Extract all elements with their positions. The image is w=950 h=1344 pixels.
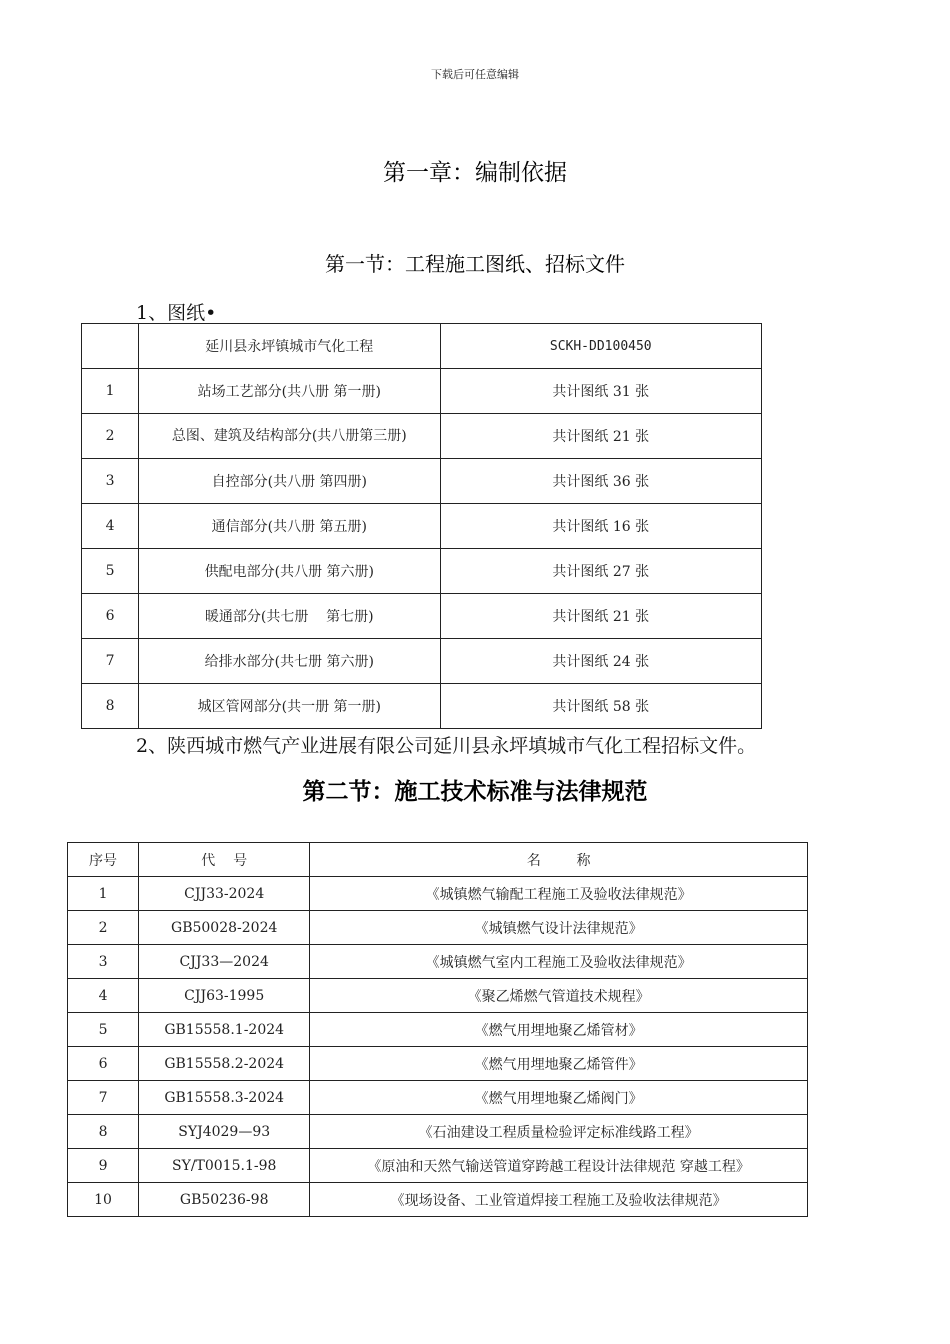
- table-cell: 9: [68, 1149, 139, 1183]
- project-name-cell: 延川县永坪镇城市气化工程: [139, 324, 440, 369]
- table-cell: 共计图纸 21 张: [440, 414, 761, 459]
- table-cell: 共计图纸 36 张: [440, 459, 761, 504]
- table-row: [68, 1115, 808, 1149]
- table-cell: GB15558.3-2024: [139, 1081, 310, 1115]
- table-cell: 《城镇燃气输配工程施工及验收法律规范》: [310, 877, 808, 911]
- table-cell: 1: [82, 369, 139, 414]
- table-cell: 《城镇燃气设计法律规范》: [310, 911, 808, 945]
- table-cell: 城区管网部分(共一册 第一册): [139, 684, 440, 729]
- table-row: [68, 1081, 808, 1115]
- column-header-serial: 序号: [68, 843, 139, 877]
- table-cell: 共计图纸 16 张: [440, 504, 761, 549]
- table-cell: 自控部分(共八册 第四册): [139, 459, 440, 504]
- table-cell: 《石油建设工程质量检验评定标准线路工程》: [310, 1115, 808, 1149]
- column-header-name: 名 称: [310, 843, 808, 877]
- table-cell: 7: [68, 1081, 139, 1115]
- table-cell: 《燃气用埋地聚乙烯管材》: [310, 1013, 808, 1047]
- section-2-title: 第二节：施工技术标准与法律规范: [302, 779, 648, 805]
- table-cell: [82, 324, 139, 369]
- table-cell: 共计图纸 21 张: [440, 594, 761, 639]
- table-row: [82, 369, 762, 414]
- table-cell: 10: [68, 1183, 139, 1217]
- table-cell: 《现场设备、工业管道焊接工程施工及验收法律规范》: [310, 1183, 808, 1217]
- table-row: [82, 594, 762, 639]
- table-cell: 《城镇燃气室内工程施工及验收法律规范》: [310, 945, 808, 979]
- table-cell: 2: [82, 414, 139, 459]
- table-cell: 暖通部分(共七册 第七册): [139, 594, 440, 639]
- table-cell: CJJ33—2024: [139, 945, 310, 979]
- drawings-item-heading: 1、图纸•: [136, 302, 217, 324]
- table-cell: 5: [82, 549, 139, 594]
- table-header-row: [68, 843, 808, 877]
- table-cell: 6: [68, 1047, 139, 1081]
- table-cell: GB15558.1-2024: [139, 1013, 310, 1047]
- drawings-table: [81, 323, 762, 729]
- table-cell: 8: [68, 1115, 139, 1149]
- table-row: [68, 1149, 808, 1183]
- table-cell: CJJ63-1995: [139, 979, 310, 1013]
- table-cell: GB50236-98: [139, 1183, 310, 1217]
- table-cell: SY/T0015.1-98: [139, 1149, 310, 1183]
- table-cell: 7: [82, 639, 139, 684]
- section-1-title: 第一节：工程施工图纸、招标文件: [325, 252, 625, 276]
- table-cell: 给排水部分(共七册 第六册): [139, 639, 440, 684]
- table-cell: 6: [82, 594, 139, 639]
- table-row: [82, 504, 762, 549]
- table-cell: 《原油和天然气输送管道穿跨越工程设计法律规范 穿越工程》: [310, 1149, 808, 1183]
- table-cell: 《聚乙烯燃气管道技术规程》: [310, 979, 808, 1013]
- tender-document-item: 2、陕西城市燃气产业进展有限公司延川县永坪填城市气化工程招标文件。: [136, 735, 757, 757]
- table-row: [68, 877, 808, 911]
- table-row: [68, 911, 808, 945]
- table-row: [68, 979, 808, 1013]
- table-row: [68, 1013, 808, 1047]
- table-cell: 3: [82, 459, 139, 504]
- table-cell: 4: [82, 504, 139, 549]
- table-cell: 1: [68, 877, 139, 911]
- table-cell: 总图、建筑及结构部分(共八册第三册): [139, 414, 440, 459]
- column-header-code: 代 号: [139, 843, 310, 877]
- standards-table: [67, 842, 808, 1217]
- table-cell: 《燃气用埋地聚乙烯阀门》: [310, 1081, 808, 1115]
- page-header-note: 下载后可任意编辑: [431, 68, 519, 81]
- table-cell: SYJ4029—93: [139, 1115, 310, 1149]
- table-cell: GB15558.2-2024: [139, 1047, 310, 1081]
- table-cell: 《燃气用埋地聚乙烯管件》: [310, 1047, 808, 1081]
- table-row: [82, 459, 762, 504]
- chapter-title: 第一章：编制依据: [383, 160, 567, 186]
- table-cell: GB50028-2024: [139, 911, 310, 945]
- table-cell: 2: [68, 911, 139, 945]
- table-row: [82, 684, 762, 729]
- table-cell: 共计图纸 31 张: [440, 369, 761, 414]
- table-row: [82, 549, 762, 594]
- table-row: [68, 945, 808, 979]
- table-cell: 共计图纸 24 张: [440, 639, 761, 684]
- table-cell: 供配电部分(共八册 第六册): [139, 549, 440, 594]
- table-cell: 共计图纸 58 张: [440, 684, 761, 729]
- table-row: [68, 1183, 808, 1217]
- table-row: [82, 414, 762, 459]
- table-row: [82, 639, 762, 684]
- table-cell: 3: [68, 945, 139, 979]
- table-header-row: [82, 324, 762, 369]
- table-cell: 5: [68, 1013, 139, 1047]
- table-cell: 4: [68, 979, 139, 1013]
- table-row: [68, 1047, 808, 1081]
- project-code-cell: SCKH-DD100450: [440, 324, 761, 369]
- table-cell: CJJ33-2024: [139, 877, 310, 911]
- table-cell: 站场工艺部分(共八册 第一册): [139, 369, 440, 414]
- table-cell: 通信部分(共八册 第五册): [139, 504, 440, 549]
- table-cell: 共计图纸 27 张: [440, 549, 761, 594]
- table-cell: 8: [82, 684, 139, 729]
